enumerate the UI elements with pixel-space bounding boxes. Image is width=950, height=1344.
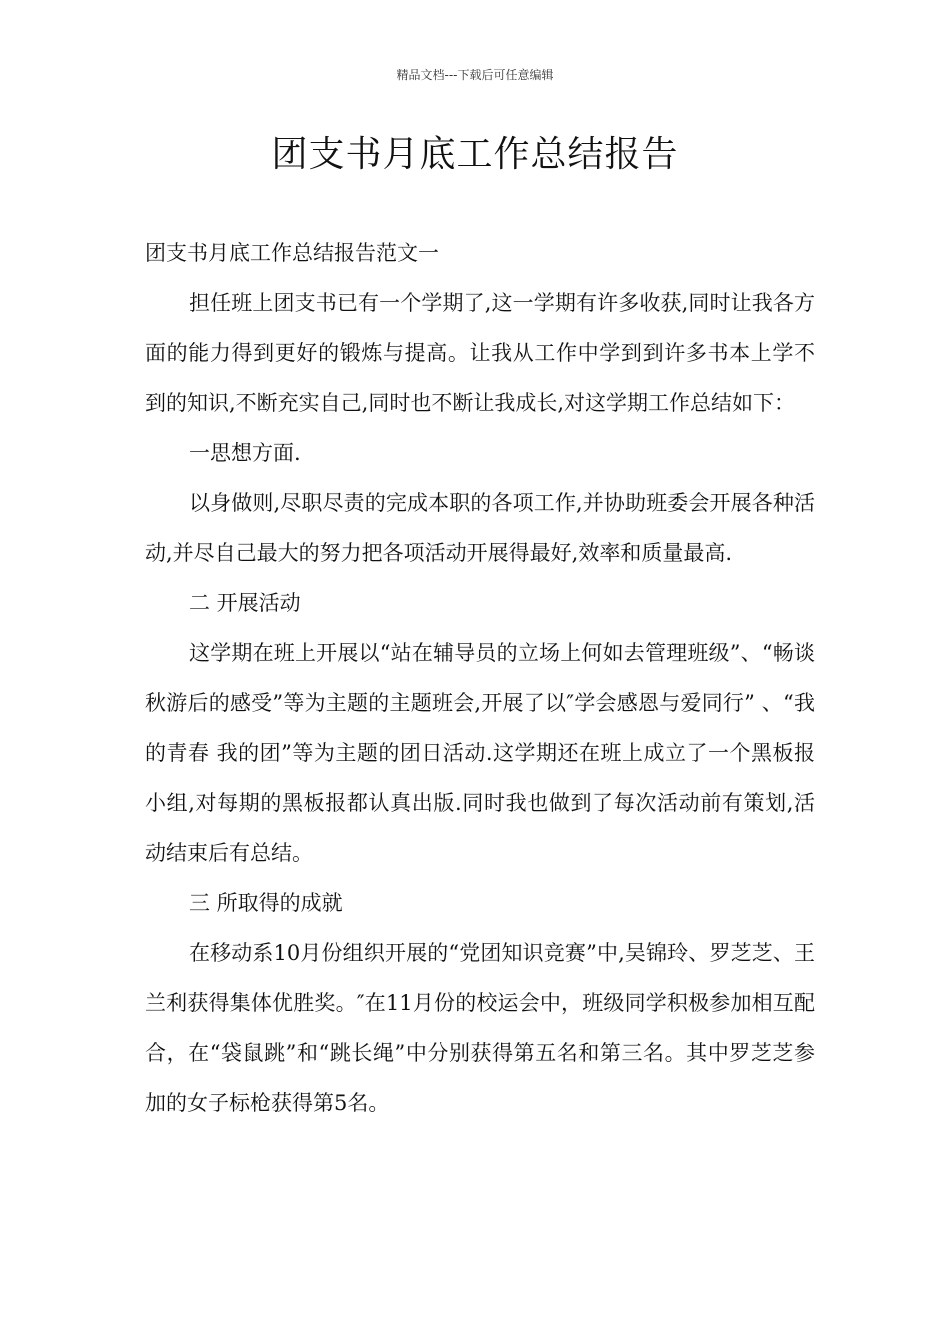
document-title: 团支书月底工作总结报告 bbox=[271, 134, 679, 175]
section-heading-thought: 一思想方面. bbox=[189, 441, 301, 465]
header-note: 精品文档---下载后可任意编辑 bbox=[396, 68, 554, 82]
document-body bbox=[145, 228, 815, 1128]
paragraph-thought: 以身做则,尽职尽责的完成本职的各项工作,并协助班委会开展各种活动,并尽自己最大的努力把各项活动开展得最好,效率和质量最高. bbox=[145, 491, 815, 565]
paragraph-activities: 这学期在班上开展以“站在辅导员的立场上何如去管理班级”、“畅谈秋游后的感受”等为主题的主题班会,开展了以″学会感恩与爱同行” 、“我的青春 我的团”等为主题的团日活动.这学期还在班上成立了一个黑板报小组,对每期的黑板报都认真出版.同时我也做到了每次活动前有策划,活动结束后有总结。 bbox=[145, 641, 815, 865]
paragraph-achievements: 在移动系10月份组织开展的“党团知识竞赛”中,吴锦玲、罗芝芝、王兰利获得集体优胜奖。″在11月份的校运会中，班级同学积极参加相互配合，在“袋鼠跳”和“跳长绳”中分别获得第五名和第三名。其中罗芝芝参加的女子标枪获得第5名。 bbox=[145, 941, 815, 1115]
section-heading-activities: 二 开展活动 bbox=[189, 591, 301, 615]
paragraph-intro: 担任班上团支书已有一个学期了,这一学期有许多收获,同时让我各方面的能力得到更好的锻炼与提高。让我从工作中学到到许多书本上学不到的知识,不断充实自己,同时也不断让我成长,对这学期工作总结如下： bbox=[145, 291, 815, 415]
section-heading-achievements: 三 所取得的成就 bbox=[189, 891, 343, 915]
paragraph-subtitle: 团支书月底工作总结报告范文一 bbox=[145, 241, 439, 265]
